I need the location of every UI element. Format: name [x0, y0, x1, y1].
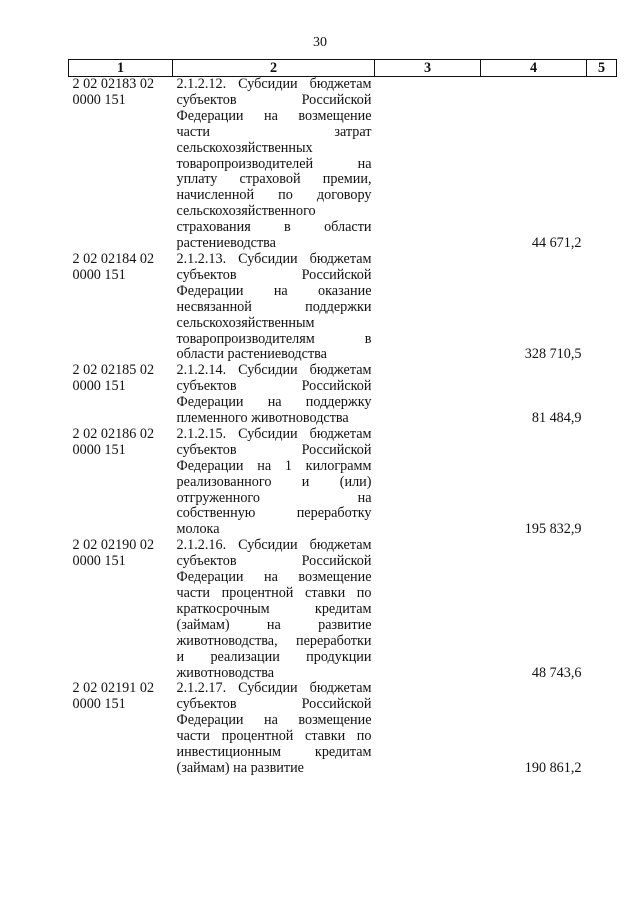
- item-name-line: субъектов Российской: [176, 553, 372, 570]
- item-name-line: 2.1.2.12. Субсидии бюджетам: [176, 76, 372, 92]
- item-name-line: молока: [176, 521, 220, 538]
- item-name-line: субъектов Российской: [176, 378, 372, 395]
- table-row: [69, 77, 617, 252]
- column-3-cell: [375, 681, 481, 776]
- budget-table: [68, 59, 617, 777]
- item-name-line: сельскохозяйственного: [176, 203, 316, 220]
- budget-code-line: 2 02 02185 02: [72, 362, 155, 379]
- budget-code-cell: [69, 252, 173, 363]
- table-header: [69, 60, 617, 77]
- item-name-line: животноводства, переработки: [176, 632, 372, 649]
- item-name-line: Федерации на поддержку: [176, 394, 372, 411]
- item-name-line: 2.1.2.17. Субсидии бюджетам: [176, 680, 372, 697]
- item-name-line: 2.1.2.15. Субсидии бюджетам: [176, 425, 372, 442]
- item-name-line: субъектов Российской: [176, 91, 372, 108]
- column-5-cell: [587, 77, 617, 252]
- column-3-cell: [375, 538, 481, 681]
- column-header-1: 1: [69, 60, 173, 77]
- column-3-cell: [375, 427, 481, 538]
- budget-code-line: 0000 151: [72, 441, 126, 458]
- table-row: [69, 538, 617, 681]
- table-row: [69, 681, 617, 776]
- item-name-line: растениеводства: [176, 235, 276, 252]
- item-name-cell: [173, 77, 375, 252]
- budget-code-cell: [69, 681, 173, 776]
- item-name-line: товаропроизводителей на: [176, 155, 372, 172]
- column-3-cell: [375, 252, 481, 363]
- budget-code-line: 2 02 02186 02: [72, 425, 155, 442]
- item-name-line: 2.1.2.16. Субсидии бюджетам: [176, 537, 372, 554]
- item-name-line: субъектов Российской: [176, 696, 372, 713]
- amount-cell: 48 743,6: [531, 664, 582, 681]
- column-3-cell: [375, 77, 481, 252]
- item-name-line: сельскохозяйственным: [176, 314, 315, 331]
- item-name-line: (займам) на развитие: [176, 759, 304, 776]
- amount-cell: 328 710,5: [524, 346, 582, 363]
- budget-code-line: 0000 151: [72, 91, 126, 108]
- item-name-line: части затрат: [176, 123, 372, 140]
- item-name-cell: [173, 538, 375, 681]
- item-name-line: субъектов Российской: [176, 441, 372, 458]
- item-name-line: страхования в области: [176, 219, 372, 236]
- item-name-line: Федерации на возмещение: [176, 712, 372, 729]
- item-name-line: товаропроизводителям в: [176, 330, 372, 347]
- amount-cell: 44 671,2: [531, 235, 582, 252]
- page-number: 30: [313, 35, 327, 50]
- column-5-cell: [587, 252, 617, 363]
- item-name-cell: [173, 681, 375, 776]
- budget-code-cell: [69, 427, 173, 538]
- item-name-line: субъектов Российской: [176, 266, 372, 283]
- column-header-5: 5: [587, 60, 617, 77]
- budget-code-line: 2 02 02191 02: [72, 680, 155, 697]
- column-5-cell: [587, 427, 617, 538]
- table-row: [69, 252, 617, 363]
- item-name-line: Федерации на 1 килограмм: [176, 457, 372, 474]
- item-name-line: 2.1.2.14. Субсидии бюджетам: [176, 362, 372, 379]
- budget-code-line: 0000 151: [72, 266, 126, 283]
- item-name-line: отгруженного на: [176, 489, 372, 506]
- column-5-cell: [587, 681, 617, 776]
- item-name-line: Федерации на возмещение: [176, 107, 372, 124]
- item-name-line: части процентной ставки по: [176, 728, 372, 745]
- item-name-line: Федерации на оказание: [176, 282, 372, 299]
- budget-code-line: 2 02 02183 02: [72, 76, 155, 92]
- item-name-line: несвязанной поддержки: [176, 298, 372, 315]
- item-name-line: инвестиционным кредитам: [176, 744, 372, 761]
- item-name-line: и реализации продукции: [176, 648, 372, 665]
- item-name-cell: [173, 427, 375, 538]
- budget-code-line: 2 02 02190 02: [72, 537, 155, 554]
- column-5-cell: [587, 363, 617, 427]
- item-name-line: начисленной по договору: [176, 187, 372, 204]
- budget-code-line: 0000 151: [72, 553, 126, 570]
- item-name-line: части процентной ставки по: [176, 585, 372, 601]
- item-name-line: собственную переработку: [176, 505, 372, 522]
- item-name-line: Федерации на возмещение: [176, 569, 372, 586]
- table-body: [69, 77, 617, 777]
- table-row: [69, 363, 617, 427]
- budget-code-cell: [69, 363, 173, 427]
- item-name-line: области растениеводства: [176, 346, 327, 363]
- amount-cell: 81 484,9: [531, 410, 582, 427]
- item-name-line: (займам) на развитие: [176, 616, 372, 633]
- budget-code-line: 2 02 02184 02: [72, 250, 155, 267]
- column-3-cell: [375, 363, 481, 427]
- item-name-line: реализованного и (или): [176, 473, 372, 490]
- item-name-line: 2.1.2.13. Субсидии бюджетам: [176, 250, 372, 267]
- amount-cell: 190 861,2: [524, 759, 582, 776]
- column-5-cell: [587, 538, 617, 681]
- table-row: [69, 427, 617, 538]
- column-header-2: 2: [173, 60, 375, 77]
- column-header-3: 3: [375, 60, 481, 77]
- item-name-line: уплату страховой премии,: [176, 171, 372, 188]
- budget-code-cell: [69, 77, 173, 252]
- column-header-4: 4: [481, 60, 587, 77]
- budget-code-cell: [69, 538, 173, 681]
- item-name-line: сельскохозяйственных: [176, 139, 313, 156]
- budget-code-line: 0000 151: [72, 696, 126, 713]
- item-name-cell: [173, 363, 375, 427]
- item-name-line: животноводства: [176, 664, 275, 681]
- budget-code-line: 0000 151: [72, 378, 126, 395]
- amount-cell: 195 832,9: [524, 521, 582, 538]
- item-name-cell: [173, 252, 375, 363]
- item-name-line: краткосрочным кредитам: [176, 600, 372, 617]
- item-name-line: племенного животноводства: [176, 410, 349, 427]
